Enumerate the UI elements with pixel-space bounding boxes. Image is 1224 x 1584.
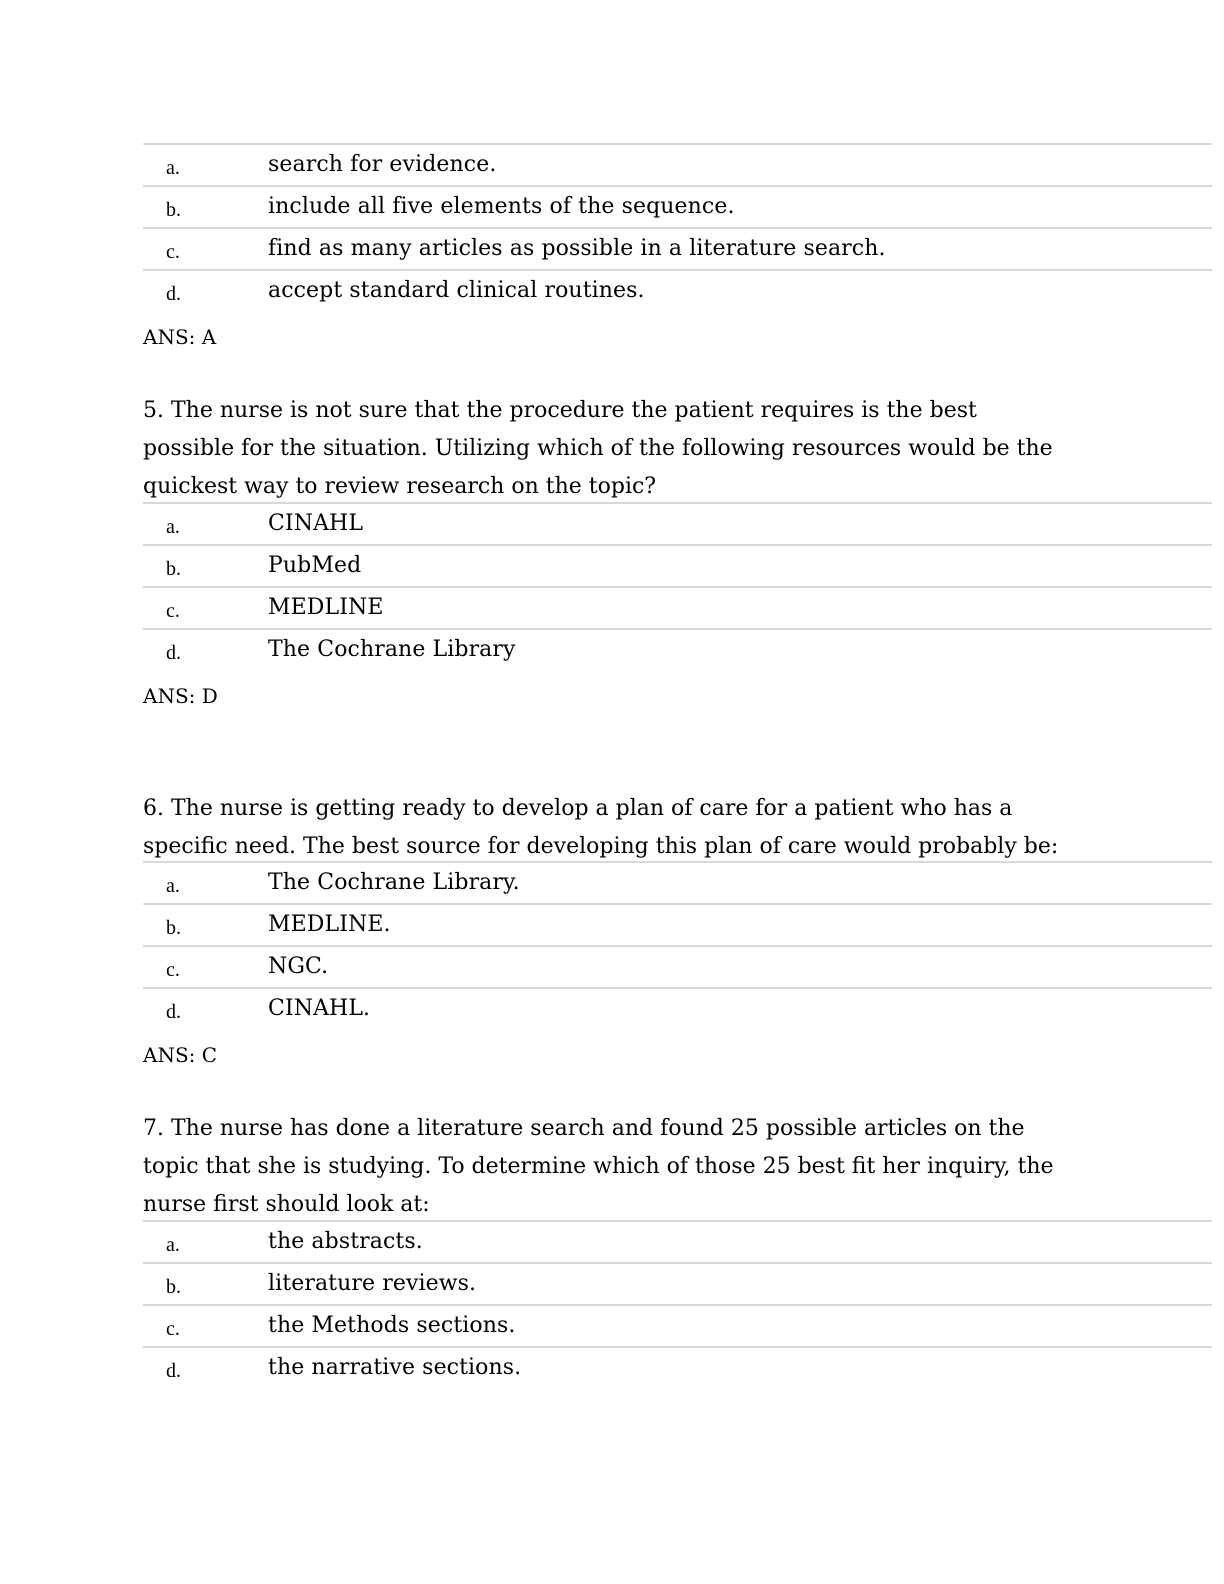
options-table	[143, 861, 1212, 1029]
answer-key: ANS: C	[143, 1043, 218, 1067]
option-letter: a.	[166, 157, 180, 179]
answer-key: ANS: A	[143, 325, 217, 349]
stem-line: possible for the situation. Utilizing which of the following resources would be the	[143, 436, 1053, 461]
option-row-d	[143, 1348, 1212, 1388]
option-row-b	[143, 546, 1212, 588]
option-letter: d.	[166, 1360, 181, 1382]
option-letter: a.	[166, 1234, 180, 1256]
options-table	[143, 143, 1212, 311]
stem-line: quickest way to review research on the topic?	[143, 474, 657, 499]
option-text: include all five elements of the sequence.	[268, 194, 735, 219]
option-letter: a.	[166, 516, 180, 538]
option-row-c	[143, 229, 1212, 271]
option-letter: a.	[166, 875, 180, 897]
option-row-d	[143, 630, 1212, 670]
option-row-a	[143, 504, 1212, 546]
option-text: the narrative sections.	[268, 1355, 522, 1380]
option-row-c	[143, 1306, 1212, 1348]
stem-line: specific need. The best source for developing this plan of care would probably be:	[143, 834, 1059, 859]
option-row-b	[143, 1264, 1212, 1306]
stem-line: 7. The nurse has done a literature search and found 25 possible articles on the	[143, 1116, 1025, 1141]
option-text: CINAHL	[268, 511, 364, 536]
question-7-stem	[143, 1110, 1143, 1224]
option-letter: c.	[166, 600, 180, 622]
question-7-options	[143, 1220, 1212, 1388]
option-row-c	[143, 588, 1212, 630]
option-text: the abstracts.	[268, 1229, 423, 1254]
option-letter: c.	[166, 959, 180, 981]
option-text: CINAHL.	[268, 996, 371, 1021]
option-letter: b.	[166, 558, 181, 580]
stem-line: 6. The nurse is getting ready to develop a plan of care for a patient who has a	[143, 796, 1013, 821]
stem-line: nurse first should look at:	[143, 1192, 430, 1217]
option-text: PubMed	[268, 553, 362, 578]
answer-key: ANS: D	[143, 684, 218, 708]
option-letter: c.	[166, 1318, 180, 1340]
question-6-stem	[143, 790, 1143, 866]
option-row-a	[143, 1222, 1212, 1264]
option-text: The Cochrane Library.	[268, 870, 520, 895]
option-letter: d.	[166, 1001, 181, 1023]
option-text: NGC.	[268, 954, 329, 979]
option-row-a	[143, 863, 1212, 905]
option-text: the Methods sections.	[268, 1313, 516, 1338]
option-letter: d.	[166, 642, 181, 664]
option-text: search for evidence.	[268, 152, 497, 177]
option-letter: b.	[166, 199, 181, 221]
option-letter: d.	[166, 283, 181, 305]
option-row-d	[143, 989, 1212, 1029]
option-letter: c.	[166, 241, 180, 263]
question-5-options	[143, 502, 1212, 670]
option-text: accept standard clinical routines.	[268, 278, 645, 303]
option-text: find as many articles as possible in a literature search.	[268, 236, 886, 261]
option-text: MEDLINE.	[268, 912, 391, 937]
options-table	[143, 502, 1212, 670]
stem-line: 5. The nurse is not sure that the procedure the patient requires is the best	[143, 398, 977, 423]
question-4-options	[143, 143, 1212, 311]
option-row-d	[143, 271, 1212, 311]
option-letter: b.	[166, 917, 181, 939]
option-letter: b.	[166, 1276, 181, 1298]
option-text: MEDLINE	[268, 595, 384, 620]
option-text: The Cochrane Library	[268, 637, 516, 662]
option-text: literature reviews.	[268, 1271, 477, 1296]
options-table	[143, 1220, 1212, 1388]
option-row-b	[143, 187, 1212, 229]
option-row-a	[143, 145, 1212, 187]
stem-line: topic that she is studying. To determine which of those 25 best fit her inquiry, the	[143, 1154, 1054, 1179]
question-5-stem	[143, 392, 1143, 506]
option-row-c	[143, 947, 1212, 989]
question-6-options	[143, 861, 1212, 1029]
option-row-b	[143, 905, 1212, 947]
